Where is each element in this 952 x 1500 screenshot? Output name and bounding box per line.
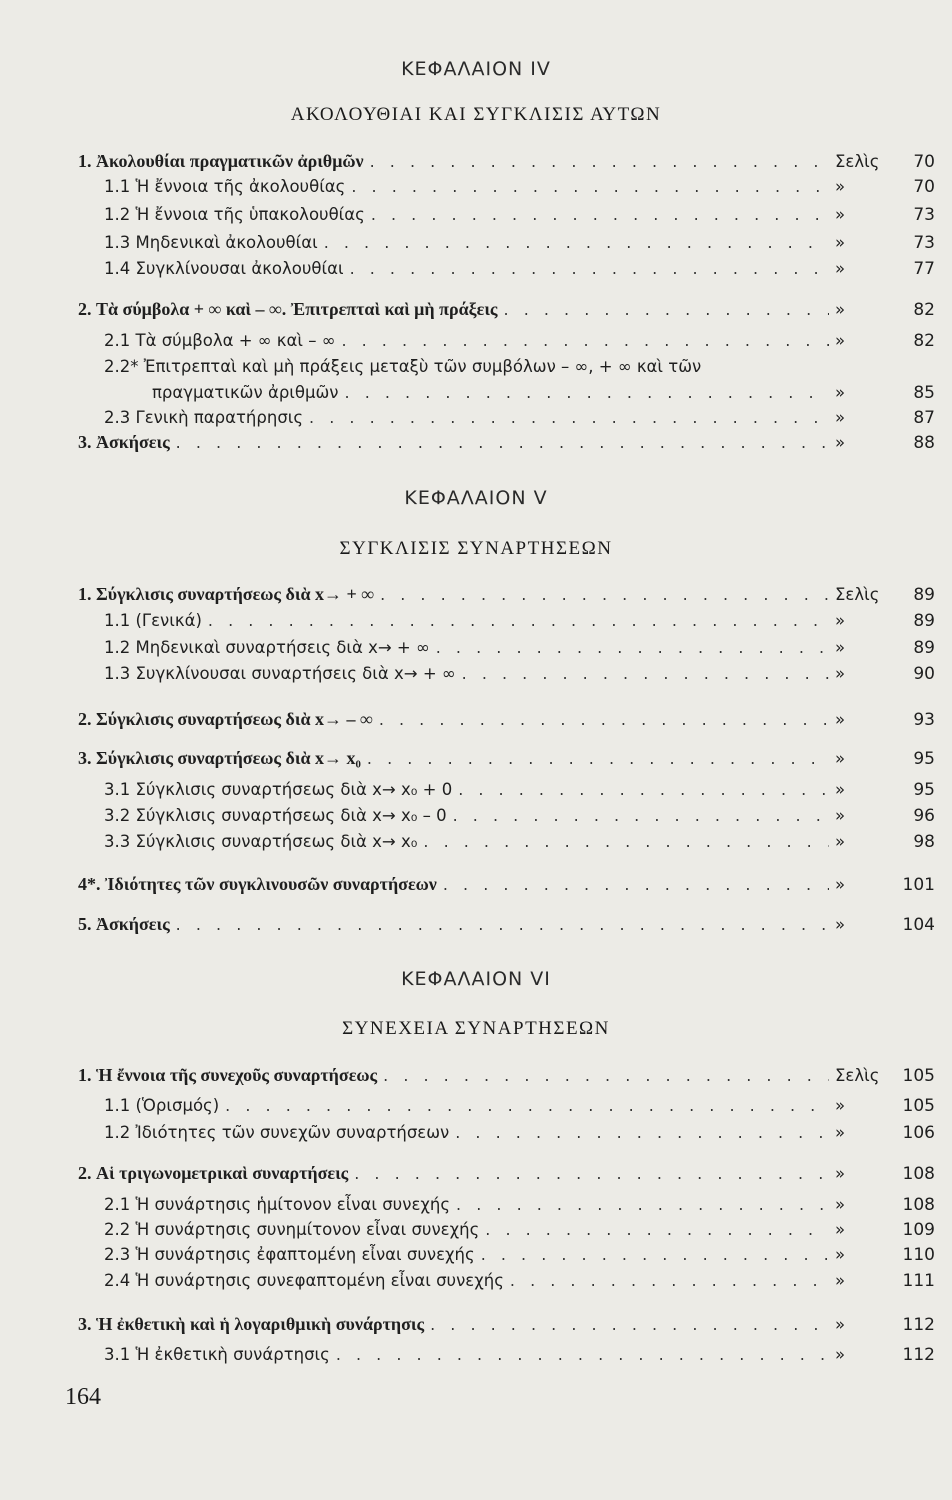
leader-dots [481, 1243, 829, 1267]
toc-entry[interactable] [78, 430, 935, 454]
entry-number: 2.4 [104, 1271, 136, 1290]
leader-dots [379, 708, 829, 732]
leader-dots [462, 662, 829, 686]
leader-dots [456, 1193, 829, 1217]
leader-dots [383, 1064, 829, 1088]
page-ref: 95 [913, 780, 935, 800]
toc-entry[interactable] [78, 1161, 935, 1185]
entry-number: 1.2 [104, 638, 136, 657]
page-ref: 109 [902, 1220, 935, 1240]
chapter-v-heading: ΚΕΦΑΛΑΙΟΝ V [404, 487, 548, 509]
chapter-iv-heading: ΚΕΦΑΛΑΙΟΝ IV [401, 58, 551, 80]
page-mark: » [835, 383, 846, 402]
entry-title: Συγκλίνουσαι ἀκολουθίαι [135, 259, 344, 278]
entry-number: 2.2* [104, 357, 144, 376]
leader-dots [351, 175, 829, 199]
toc-entry[interactable] [78, 1269, 935, 1293]
entry-title: Συγκλίνουσαι συναρτήσεις διὰ x→ + ∞ [135, 664, 456, 683]
leader-dots [354, 1162, 829, 1186]
page-mark: » [835, 1220, 846, 1239]
entry-number: 3. [78, 432, 96, 452]
entry-title: Ἡ συνάρτησις συνεφαπτομένη εἶναι συνεχής [135, 1271, 504, 1290]
page-ref: 73 [913, 233, 935, 253]
entry-title: Τὰ σύμβολα + ∞ καὶ – ∞. Ἐπιτρεπταὶ καὶ μὴ πράξεις [96, 299, 498, 319]
toc-entry[interactable] [78, 355, 935, 379]
toc-entry[interactable] [78, 582, 935, 606]
entry-number: 2.2 [104, 1220, 136, 1239]
page-mark: » [835, 749, 846, 768]
entry-title: Ἡ ἔννοια τῆς συνεχοῦς συναρτήσεως [96, 1065, 378, 1085]
page-ref: 93 [913, 710, 935, 730]
entry-number: 2.3 [104, 1245, 136, 1264]
entry-title: Γενικὴ παρατήρησις [135, 408, 304, 427]
toc-entry[interactable] [78, 662, 935, 686]
entry-title: Ἀσκήσεις [96, 914, 170, 934]
page-mark: Σελὶς [835, 585, 880, 604]
page-mark: » [835, 1315, 846, 1334]
toc-entry[interactable] [78, 804, 935, 828]
page-ref: 89 [913, 611, 935, 631]
entry-title: Σύγκλισις συναρτήσεως διὰ x→ + ∞ [96, 584, 375, 604]
entry-number: 3.2 [104, 806, 136, 825]
page-mark: » [835, 875, 846, 894]
entry-number: 1.1 [104, 177, 136, 196]
page-mark: Σελὶς [835, 152, 880, 171]
toc-entry[interactable] [78, 636, 935, 660]
entry-number: 1.3 [104, 233, 136, 252]
leader-dots [423, 830, 829, 854]
leader-dots [309, 406, 829, 430]
page-ref: 108 [902, 1195, 935, 1215]
page-ref: 70 [913, 177, 935, 197]
leader-dots [176, 913, 829, 937]
page-ref: 95 [913, 749, 935, 769]
page-ref: 96 [913, 806, 935, 826]
entry-number: 2.3 [104, 408, 136, 427]
leader-dots [455, 1121, 829, 1145]
leader-dots [367, 747, 829, 771]
leader-dots [371, 203, 829, 227]
entry-title: (Ὁρισμός) [135, 1096, 220, 1115]
toc-entry[interactable] [78, 872, 935, 896]
entry-title: Μηδενικαὶ συναρτήσεις διὰ x→ + ∞ [135, 638, 430, 657]
page-ref: 111 [902, 1271, 935, 1291]
page-mark: » [835, 664, 846, 683]
page-mark: » [835, 806, 846, 825]
entry-number: 5. [78, 914, 96, 934]
chapter-vi-heading: ΚΕΦΑΛΑΙΟΝ VI [401, 968, 551, 990]
entry-number: 1.2 [104, 205, 136, 224]
toc-entry-continuation[interactable] [78, 381, 935, 405]
entry-title: (Γενικά) [135, 611, 202, 630]
entry-title: Σύγκλισις συναρτήσεως διὰ x→ x₀ – 0 [135, 806, 447, 825]
entry-number: 3. [78, 1314, 96, 1334]
chapter-iv-title: ΑΚΟΛΟΥΘΙΑΙ ΚΑΙ ΣΥΓΚΛΙΣΙΣ ΑΥΤΩΝ [290, 104, 662, 125]
leader-dots [176, 431, 829, 455]
page-ref: 73 [913, 205, 935, 225]
page-ref: 101 [902, 875, 935, 895]
entry-title: Σύγκλισις συναρτήσεως διὰ x→ x₀ [96, 748, 361, 768]
page-ref: 77 [913, 259, 935, 279]
toc-entry[interactable] [78, 175, 935, 199]
page-mark: » [835, 1345, 846, 1364]
page-mark: » [835, 300, 846, 319]
entry-number: 3.3 [104, 832, 136, 851]
entry-number: 1.4 [104, 259, 136, 278]
entry-number: 1. [78, 584, 96, 604]
page-number: 164 [65, 1384, 101, 1410]
toc-entry[interactable] [78, 1121, 935, 1145]
entry-title: Ἡ συνάρτησις ἐφαπτομένη εἶναι συνεχής [135, 1245, 475, 1264]
toc-entry[interactable] [78, 912, 935, 936]
entry-title: Ἀσκήσεις [96, 432, 170, 452]
toc-entry[interactable] [78, 329, 935, 353]
toc-entry[interactable] [78, 830, 935, 854]
entry-title: Ἡ ἔννοια τῆς ὑπακολουθίας [135, 205, 365, 224]
page-ref: 108 [902, 1164, 935, 1184]
page-ref: 90 [913, 664, 935, 684]
toc-entry[interactable] [78, 609, 935, 633]
leader-dots [380, 583, 829, 607]
leader-dots [436, 636, 829, 660]
page-mark: » [835, 1164, 846, 1183]
toc-entry[interactable] [78, 1063, 935, 1087]
entry-title: Ἀκολουθίαι πραγματικῶν ἀριθμῶν [96, 151, 364, 171]
page-ref: 106 [902, 1123, 935, 1143]
page-mark: » [835, 177, 846, 196]
entry-title: Ἡ ἐκθετικὴ καὶ ἡ λογαριθμικὴ συνάρτησις [96, 1314, 425, 1334]
leader-dots [510, 1269, 829, 1293]
toc-entry[interactable] [78, 1312, 935, 1336]
page-mark: » [835, 433, 846, 452]
page-mark: Σελὶς [835, 1066, 880, 1085]
chapter-vi-title: ΣΥΝΕΧΕΙΑ ΣΥΝΑΡΤΗΣΕΩΝ [342, 1018, 610, 1039]
page-mark: » [835, 408, 846, 427]
page-ref: 89 [913, 585, 935, 605]
page-ref: 70 [913, 152, 935, 172]
toc-entry[interactable] [78, 406, 935, 430]
leader-dots [350, 257, 829, 281]
page-ref: 87 [913, 408, 935, 428]
leader-dots [485, 1218, 829, 1242]
entry-title: Ἰδιότητες τῶν συνεχῶν συναρτήσεων [135, 1123, 450, 1142]
entry-number: 1.1 [104, 611, 136, 630]
entry-title: Ἡ ἐκθετικὴ συνάρτησις [135, 1345, 330, 1364]
leader-dots [208, 609, 829, 633]
page-ref: 104 [902, 915, 935, 935]
page-mark: » [835, 1123, 846, 1142]
page-mark: » [835, 832, 846, 851]
entry-number: 2. [78, 299, 96, 319]
entry-number: 3.1 [104, 780, 136, 799]
leader-dots [345, 381, 829, 405]
page-mark: » [835, 1195, 846, 1214]
entry-title: πραγματικῶν ἀριθμῶν [152, 383, 339, 402]
page-mark: » [835, 205, 846, 224]
entry-title: Ἐπιτρεπταὶ καὶ μὴ πράξεις μεταξὺ τῶν συμβόλων – ∞, + ∞ καὶ τῶν [143, 357, 702, 376]
page-ref: 88 [913, 433, 935, 453]
leader-dots [370, 150, 829, 174]
entry-number: 1.1 [104, 1096, 136, 1115]
entry-title: Σύγκλισις συναρτήσεως διὰ x→ x₀ + 0 [135, 780, 453, 799]
page-ref: 105 [902, 1096, 935, 1116]
entry-number: 1.3 [104, 664, 136, 683]
leader-dots [458, 778, 829, 802]
leader-dots [336, 1343, 829, 1367]
page-ref: 105 [902, 1066, 935, 1086]
entry-title: Σύγκλισις συναρτήσεως διὰ x→ – ∞ [96, 709, 373, 729]
entry-title: Τὰ σύμβολα + ∞ καὶ – ∞ [135, 331, 336, 350]
page-ref: 82 [913, 300, 935, 320]
toc-entry[interactable] [78, 257, 935, 281]
page-mark: » [835, 259, 846, 278]
entry-number: 2.1 [104, 331, 136, 350]
toc-entry[interactable] [78, 149, 935, 173]
page-mark: » [835, 233, 846, 252]
leader-dots [341, 329, 829, 353]
entry-title: Σύγκλισις συναρτήσεως διὰ x→ x₀ [135, 832, 418, 851]
page-mark: » [835, 710, 846, 729]
page-mark: » [835, 611, 846, 630]
entry-number: 4*. [78, 874, 105, 894]
entry-number: 2. [78, 1163, 96, 1183]
entry-number: 3.1 [104, 1345, 136, 1364]
leader-dots [443, 873, 829, 897]
toc-entry[interactable] [78, 707, 935, 731]
entry-title: Ἡ συνάρτησις συνημίτονον εἶναι συνεχής [135, 1220, 480, 1239]
leader-dots [453, 804, 829, 828]
toc-entry[interactable] [78, 746, 935, 770]
toc-entry[interactable] [78, 778, 935, 802]
toc-entry[interactable] [78, 1094, 935, 1118]
toc-entry[interactable] [78, 1343, 935, 1367]
toc-entry[interactable] [78, 231, 935, 255]
entry-title: Ἰδιότητες τῶν συγκλινουσῶν συναρτήσεων [105, 874, 437, 894]
page-mark: » [835, 638, 846, 657]
page-mark: » [835, 1096, 846, 1115]
entry-title: Αἱ τριγωνομετρικαὶ συναρτήσεις [96, 1163, 349, 1183]
page-mark: » [835, 1245, 846, 1264]
entry-number: 2. [78, 709, 96, 729]
chapter-v-title: ΣΥΓΚΛΙΣΙΣ ΣΥΝΑΡΤΗΣΕΩΝ [339, 538, 613, 559]
page-ref: 110 [902, 1245, 935, 1265]
page-mark: » [835, 331, 846, 350]
toc-entry[interactable] [78, 1193, 935, 1217]
leader-dots [504, 298, 829, 322]
entry-number: 1.2 [104, 1123, 136, 1142]
toc-entry[interactable] [78, 297, 935, 321]
leader-dots [225, 1094, 829, 1118]
entry-number: 3. [78, 748, 96, 768]
entry-title: Μηδενικαὶ ἀκολουθίαι [135, 233, 318, 252]
toc-entry[interactable] [78, 203, 935, 227]
page-ref: 112 [902, 1315, 935, 1335]
page-mark: » [835, 915, 846, 934]
entry-title: Ἡ ἔννοια τῆς ἀκολουθίας [135, 177, 346, 196]
toc-entry[interactable] [78, 1243, 935, 1267]
entry-title: Ἡ συνάρτησις ἡμίτονον εἶναι συνεχής [135, 1195, 451, 1214]
leader-dots [430, 1313, 829, 1337]
toc-entry[interactable] [78, 1218, 935, 1242]
page-ref: 82 [913, 331, 935, 351]
page-ref: 89 [913, 638, 935, 658]
entry-number: 1. [78, 151, 96, 171]
leader-dots [324, 231, 829, 255]
page-ref: 112 [902, 1345, 935, 1365]
page-ref: 98 [913, 832, 935, 852]
page-mark: » [835, 780, 846, 799]
page-ref: 85 [913, 383, 935, 403]
entry-number: 1. [78, 1065, 96, 1085]
page-mark: » [835, 1271, 846, 1290]
entry-number: 2.1 [104, 1195, 136, 1214]
